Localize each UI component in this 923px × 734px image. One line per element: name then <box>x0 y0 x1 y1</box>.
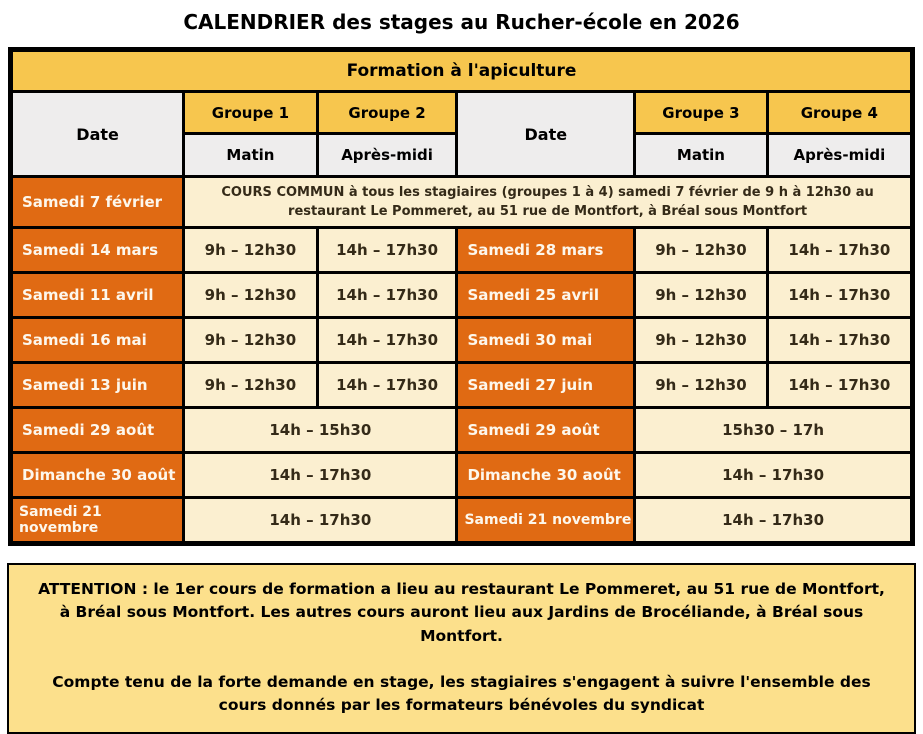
time-cell: 14h – 17h30 <box>635 453 913 498</box>
date-header-right: Date <box>457 92 635 177</box>
group-header-row <box>11 92 913 134</box>
date-cell: Samedi 27 juin <box>457 363 635 408</box>
time-cell: 9h – 12h30 <box>184 228 317 273</box>
table-row <box>11 408 913 453</box>
time-cell: 9h – 12h30 <box>635 363 768 408</box>
page <box>0 10 923 734</box>
time-cell: 14h – 17h30 <box>767 228 912 273</box>
common-course-text: COURS COMMUN à tous les stagiaires (groupes 1 à 4) samedi 7 février de 9 h à 12h30 au restaurant Le Pommeret, au 51 rue de Montfort, à Bréal sous Montfort <box>184 177 913 228</box>
date-cell: Samedi 14 mars <box>11 228 184 273</box>
time-cell: 9h – 12h30 <box>184 273 317 318</box>
time-cell: 14h – 17h30 <box>767 318 912 363</box>
date-cell: Samedi 16 mai <box>11 318 184 363</box>
date-cell: Samedi 29 août <box>457 408 635 453</box>
time-cell: 15h30 – 17h <box>635 408 913 453</box>
page-title: CALENDRIER des stages au Rucher-école en 2026 <box>183 10 740 34</box>
table-banner: Formation à l'apiculture <box>11 50 913 92</box>
time-cell: 14h – 17h30 <box>767 363 912 408</box>
time-cell: 14h – 17h30 <box>635 498 913 544</box>
table-row <box>11 228 913 273</box>
calendar-table <box>8 47 915 546</box>
time-cell: 14h – 17h30 <box>317 228 457 273</box>
time-cell: 9h – 12h30 <box>184 363 317 408</box>
date-cell: Dimanche 30 août <box>457 453 635 498</box>
time-cell: 14h – 17h30 <box>317 273 457 318</box>
date-header-left: Date <box>11 92 184 177</box>
time-cell: 14h – 17h30 <box>317 363 457 408</box>
date-cell: Samedi 21 novembre <box>457 498 635 544</box>
afternoon-header-left: Après-midi <box>317 134 457 177</box>
table-row <box>11 318 913 363</box>
date-cell: Samedi 13 juin <box>11 363 184 408</box>
table-row <box>11 273 913 318</box>
table-row <box>11 453 913 498</box>
time-cell: 9h – 12h30 <box>635 318 768 363</box>
time-cell: 14h – 17h30 <box>767 273 912 318</box>
time-cell: 9h – 12h30 <box>635 228 768 273</box>
group3-header: Groupe 3 <box>635 92 768 134</box>
date-cell: Samedi 30 mai <box>457 318 635 363</box>
group1-header: Groupe 1 <box>184 92 317 134</box>
notice-engagement: Compte tenu de la forte demande en stage, les stagiaires s'engagent à suivre l'ensemble des cours donnés par les formateurs bénévoles du syndicat <box>52 672 871 714</box>
date-cell: Dimanche 30 août <box>11 453 184 498</box>
group2-header: Groupe 2 <box>317 92 457 134</box>
date-cell: Samedi 7 février <box>11 177 184 228</box>
time-cell: 14h – 15h30 <box>184 408 457 453</box>
notice-box <box>7 563 916 734</box>
table-row <box>11 498 913 544</box>
notice-attention: ATTENTION : le 1er cours de formation a lieu au restaurant Le Pommeret, au 51 rue de Montfort, à Bréal sous Montfort. Les autres cours auront lieu aux Jardins de Brocéliande, à Bréal sous Montfort. <box>38 580 885 645</box>
table-row <box>11 363 913 408</box>
time-cell: 9h – 12h30 <box>184 318 317 363</box>
banner-row <box>11 50 913 92</box>
date-cell: Samedi 11 avril <box>11 273 184 318</box>
common-course-row <box>11 177 913 228</box>
time-cell: 14h – 17h30 <box>317 318 457 363</box>
time-cell: 14h – 17h30 <box>184 453 457 498</box>
group4-header: Groupe 4 <box>767 92 912 134</box>
morning-header-left: Matin <box>184 134 317 177</box>
date-cell: Samedi 21 novembre <box>11 498 184 544</box>
time-cell: 14h – 17h30 <box>184 498 457 544</box>
time-cell: 9h – 12h30 <box>635 273 768 318</box>
morning-header-right: Matin <box>635 134 768 177</box>
date-cell: Samedi 29 août <box>11 408 184 453</box>
date-cell: Samedi 28 mars <box>457 228 635 273</box>
date-cell: Samedi 25 avril <box>457 273 635 318</box>
afternoon-header-right: Après-midi <box>767 134 912 177</box>
